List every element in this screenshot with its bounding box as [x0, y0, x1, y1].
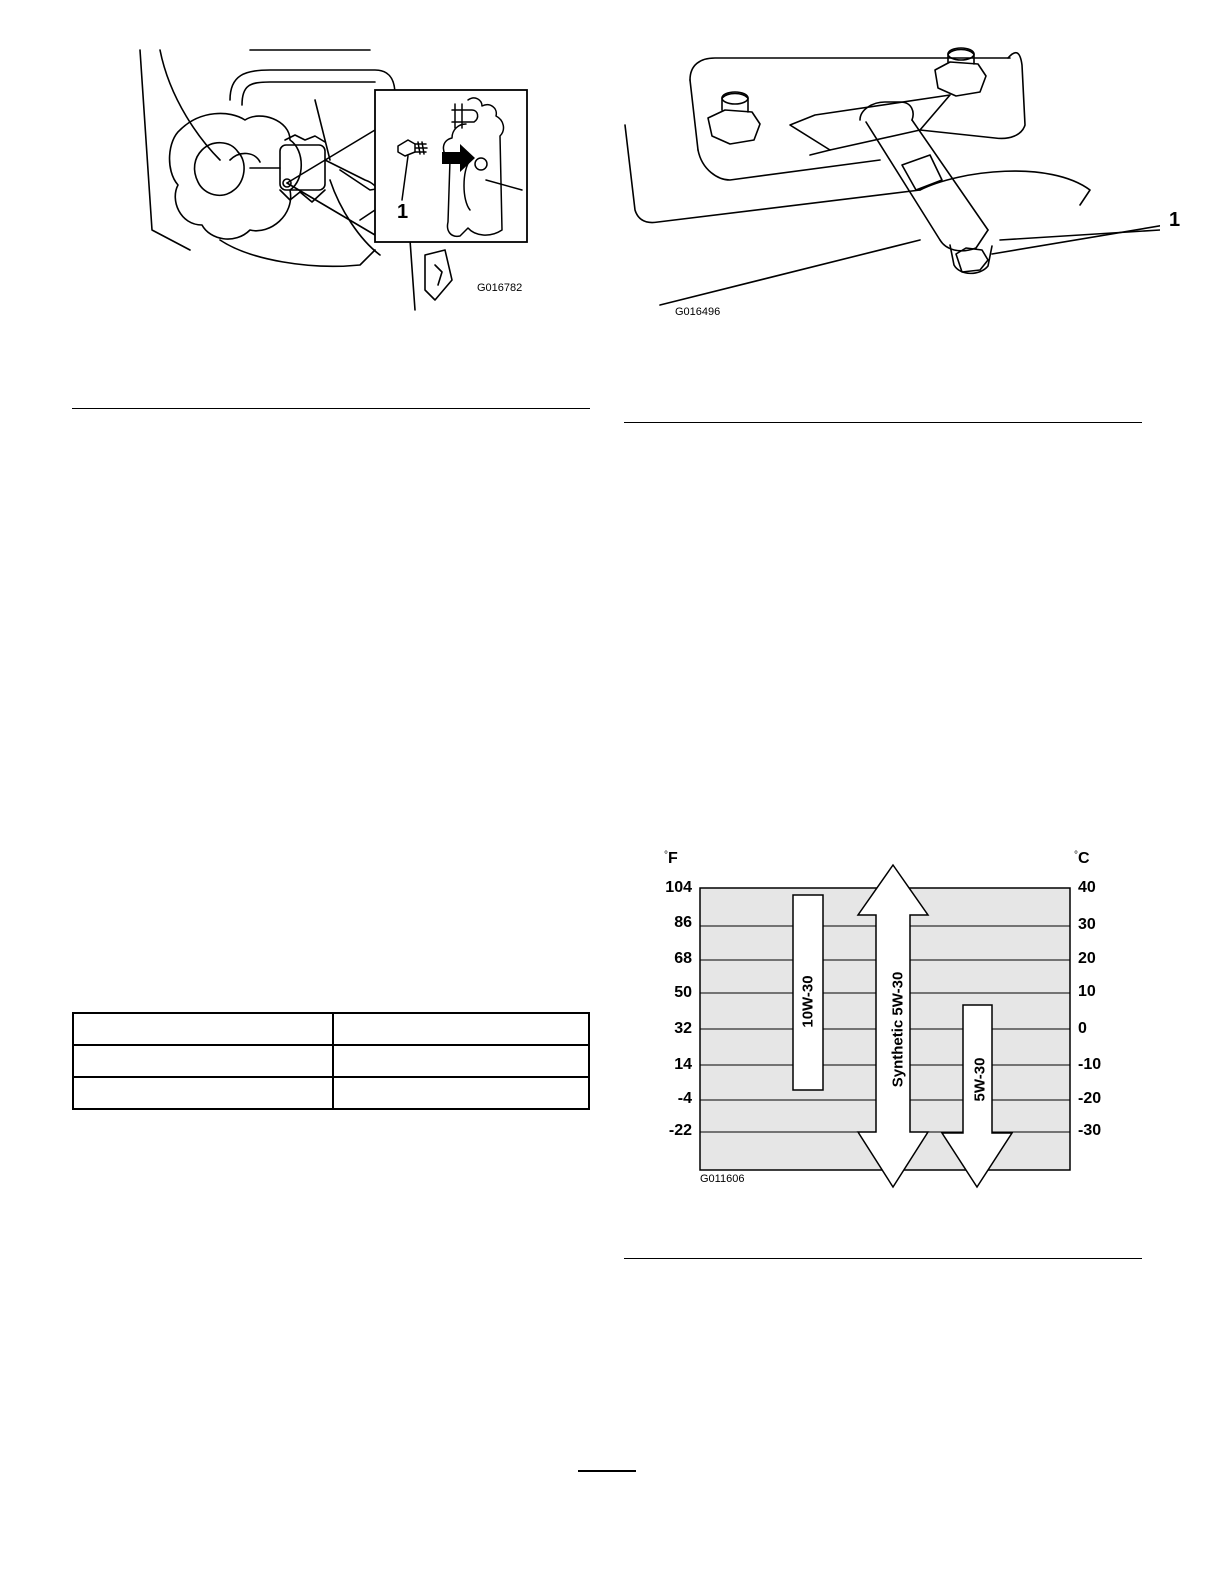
table-row — [73, 1045, 589, 1077]
table-cell — [73, 1013, 333, 1045]
table-cell — [73, 1077, 333, 1109]
tick-label-c: -20 — [1078, 1090, 1102, 1107]
right-figure-divider — [624, 422, 1142, 423]
tick-label-f: 32 — [674, 1020, 692, 1037]
tick-label-c: -30 — [1078, 1122, 1102, 1139]
fahrenheit-unit-label — [664, 850, 678, 868]
table-row — [73, 1077, 589, 1109]
tick-label-c: 20 — [1078, 950, 1096, 967]
table-cell — [333, 1013, 589, 1045]
table-cell — [73, 1045, 333, 1077]
tick-label-f: -4 — [677, 1090, 692, 1107]
tick-label-f: -22 — [668, 1122, 692, 1139]
left-figure-divider — [72, 408, 590, 409]
degree-symbol: ° — [1074, 850, 1078, 861]
page-number-line — [578, 1470, 636, 1472]
tick-label-f: 104 — [665, 879, 692, 896]
tick-label-f: 86 — [674, 914, 692, 931]
viscosity-chart-plot — [690, 860, 1080, 1190]
label-synthetic-5w30: Synthetic 5W-30 — [889, 971, 907, 1088]
right-figure-callout: 1 — [1169, 209, 1181, 231]
tick-label-f: 50 — [674, 984, 692, 1001]
carburetor-drain-illustration — [130, 40, 540, 320]
spec-table — [72, 1012, 590, 1110]
tick-label-f: 68 — [674, 950, 692, 967]
chart-figure-id: G011606 — [700, 1173, 745, 1185]
fahrenheit-letter: F — [668, 850, 678, 867]
tick-label-c: 10 — [1078, 983, 1096, 1000]
table-cell — [333, 1077, 589, 1109]
table-row — [73, 1013, 589, 1045]
table-cell — [333, 1045, 589, 1077]
tick-label-c: -10 — [1078, 1056, 1102, 1073]
left-figure-callout: 1 — [397, 201, 409, 223]
left-figure-id: G016782 — [477, 282, 523, 294]
right-figure-id: G016496 — [675, 306, 721, 318]
label-5w30: 5W-30 — [971, 1057, 989, 1102]
degree-symbol: ° — [664, 850, 668, 861]
tick-label-c: 40 — [1078, 879, 1096, 896]
label-10w30: 10W-30 — [799, 975, 817, 1028]
oil-drain-valve-illustration — [620, 40, 1160, 320]
tick-label-c: 30 — [1078, 916, 1096, 933]
tick-label-f: 14 — [674, 1056, 692, 1073]
celsius-letter: C — [1078, 850, 1090, 867]
tick-label-c: 0 — [1078, 1020, 1087, 1037]
chart-divider — [624, 1258, 1142, 1259]
